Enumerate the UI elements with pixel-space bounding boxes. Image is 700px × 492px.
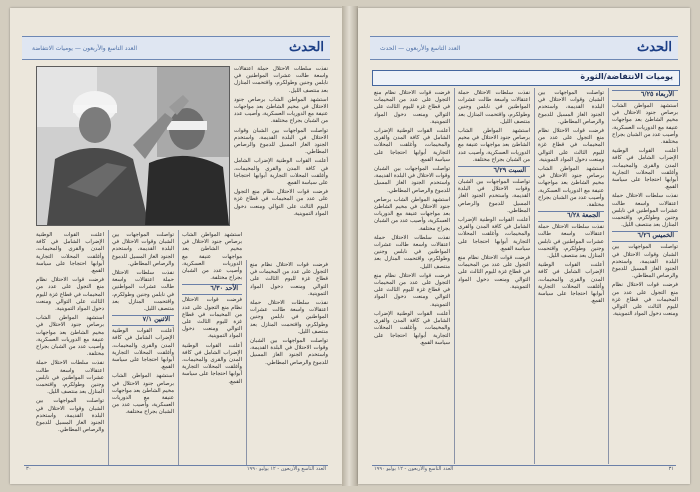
paragraph: نفذت سلطات الاحتلال حملة اعتقالات واسعة طالت عشرات المواطنين في نابلس وجنين وطولكرم، واقتحمت المنازل بعد منتصف الليل.	[612, 193, 678, 229]
paragraph: أعلنت القوات الوطنية الإضراب الشامل في كافة المدن والقرى والمخيمات، وأغلقت المحلات التجارية أبوابها احتجاجا على سياسة القمع.	[458, 217, 530, 252]
paragraph: تواصلت المواجهات بين الشبان وقوات الاحتلال في البلدة القديمة، واستخدم الجنود الغاز المسيل للدموع والرصاص المطاطي.	[458, 179, 530, 214]
paragraph: أعلنت القوات الوطنية الإضراب الشامل في كافة المدن والقرى والمخيمات، وأغلقت المحلات التجارية أبوابها احتجاجا على سياسة القمع.	[374, 310, 450, 346]
paragraph: استشهد المواطن الشاب برصاص جنود الاحتلال في مخيم الشاطئ بعد مواجهات عنيفة مع الدوريات العسكرية، وأصيب عدد من الشبان بجراح مختلفة.	[538, 166, 604, 209]
column-rule	[534, 88, 535, 464]
left-page	[10, 8, 342, 484]
day-heading: الأحد ٦/٣٠	[182, 284, 242, 295]
paragraph: فرضت قوات الاحتلال نظام منع التجول على عدد من المخيمات في قطاع غزة لليوم الثالث على التوالي ومنعت دخول المواد التموينية.	[182, 297, 242, 340]
paragraph: تواصلت المواجهات بين الشبان وقوات الاحتلال في البلدة القديمة، واستخدم الجنود الغاز المسيل للدموع والرصاص المطاطي.	[374, 166, 450, 194]
paragraph: تواصلت المواجهات بين الشبان وقوات الاحتلال في البلدة القديمة، واستخدم الجنود الغاز المسيل للدموع والرصاص المطاطي.	[234, 127, 328, 156]
paragraph: فرضت قوات الاحتلال نظام منع التجول على عدد من المخيمات في قطاع غزة لليوم الثالث على التوالي ومنعت دخول المواد التموينية.	[458, 255, 530, 290]
paragraph: استشهد المواطن الشاب برصاص جنود الاحتلال في مخيم الشاطئ بعد مواجهات عنيفة مع الدوريات العسكرية، وأصيب عدد من الشبان بجراح مختلفة.	[182, 232, 242, 282]
paragraph: تواصلت المواجهات بين الشبان وقوات الاحتلال في البلدة القديمة، واستخدم الجنود الغاز المسيل للدموع والرصاص المطاطي.	[112, 232, 174, 267]
paragraph: تواصلت المواجهات بين الشبان وقوات الاحتلال في البلدة القديمة، واستخدم الجنود الغاز المسيل للدموع والرصاص المطاطي.	[612, 244, 678, 280]
paragraph: نفذت سلطات الاحتلال حملة اعتقالات واسعة طالت عشرات المواطنين في نابلس وجنين وطولكرم، واقتحمت المنازل بعد منتصف الليل.	[36, 360, 104, 396]
day-heading: السبت ٦/٢٩	[458, 166, 530, 177]
right-footer-text: العدد التاسع والأربعون - ١٢ يوليو ١٩٩٠	[374, 466, 454, 472]
column-rule	[454, 88, 455, 464]
paragraph: أعلنت القوات الوطنية الإضراب الشامل في كافة المدن والقرى والمخيمات، وأغلقت المحلات التجارية أبوابها احتجاجا على سياسة القمع.	[36, 232, 104, 275]
paragraph: فرضت قوات الاحتلال نظام منع التجول على عدد من المخيمات في قطاع غزة لليوم الثالث على التوالي ومنعت دخول المواد التموينية.	[250, 262, 328, 297]
day-heading: الجمعة ٦/٢٨	[538, 211, 604, 222]
paragraph: أعلنت القوات الوطنية الإضراب الشامل في كافة المدن والقرى والمخيمات، وأغلقت المحلات التجارية أبوابها احتجاجا على سياسة القمع.	[234, 158, 328, 187]
paragraph: نفذت سلطات الاحتلال حملة اعتقالات واسعة طالت عشرات المواطنين في نابلس وجنين وطولكرم، واقتحمت المنازل بعد منتصف الليل.	[112, 270, 174, 313]
paragraph: فرضت قوات الاحتلال نظام منع التجول على عدد من المخيمات في قطاع غزة لليوم الثالث على التوالي ومنعت دخول المواد التموينية.	[36, 277, 104, 313]
paragraph: أعلنت القوات الوطنية الإضراب الشامل في كافة المدن والقرى والمخيمات، وأغلقت المحلات التجارية أبوابها احتجاجا على سياسة القمع.	[112, 328, 174, 371]
paragraph: فرضت قوات الاحتلال نظام منع التجول على عدد من المخيمات في قطاع غزة لليوم الثالث على التوالي ومنعت دخول المواد التموينية.	[538, 128, 604, 163]
paragraph: نفذت سلطات الاحتلال حملة اعتقالات واسعة طالت عشرات المواطنين في نابلس وجنين وطولكرم، واقتحمت المنازل بعد منتصف الليل.	[538, 224, 604, 260]
left-footer-text: العدد التاسع والأربعون - ١٢ يوليو ١٩٩٠	[246, 466, 326, 472]
column-rule	[178, 230, 179, 466]
section-title-box	[372, 70, 680, 86]
paragraph: أعلنت القوات الوطنية الإضراب الشامل في كافة المدن والقرى والمخيمات، وأغلقت المحلات التجارية أبوابها احتجاجا على سياسة القمع.	[538, 262, 604, 305]
right-col-2	[458, 90, 530, 464]
paragraph: استشهد المواطن الشاب برصاص جنود الاحتلال في مخيم الشاطئ بعد مواجهات عنيفة مع الدوريات العسكرية، وأصيب عدد من الشبان بجراح مختلفة.	[458, 128, 530, 163]
right-col-3	[538, 90, 604, 464]
paragraph: تواصلت المواجهات بين الشبان وقوات الاحتلال في البلدة القديمة، واستخدم الجنود الغاز المسيل للدموع والرصاص المطاطي.	[36, 398, 104, 434]
paragraph: تواصلت المواجهات بين الشبان وقوات الاحتلال في البلدة القديمة، واستخدم الجنود الغاز المسيل للدموع والرصاص المطاطي.	[538, 90, 604, 125]
right-footer	[372, 465, 676, 474]
right-col-4	[612, 90, 678, 464]
left-page-number: ٣٠	[26, 466, 32, 472]
paragraph: أعلنت القوات الوطنية الإضراب الشامل في كافة المدن والقرى والمخيمات، وأغلقت المحلات التجارية أبوابها احتجاجا على سياسة القمع.	[612, 148, 678, 191]
paragraph: نفذت سلطات الاحتلال حملة اعتقالات واسعة طالت عشرات المواطنين في نابلس وجنين وطولكرم، واقتحمت المنازل بعد منتصف الليل.	[374, 234, 450, 270]
right-col-1	[374, 90, 450, 464]
day-heading: الخميس ٦/٢٦	[612, 231, 678, 242]
right-logo: الحدث	[636, 40, 672, 55]
paragraph: أعلنت القوات الوطنية الإضراب الشامل في كافة المدن والقرى والمخيمات، وأغلقت المحلات التجارية أبوابها احتجاجا على سياسة القمع.	[374, 128, 450, 163]
paragraph: نفذت سلطات الاحتلال حملة اعتقالات واسعة طالت عشرات المواطنين في نابلس وجنين وطولكرم، واقتحمت المنازل بعد منتصف الليل.	[458, 90, 530, 125]
paragraph: فرضت قوات الاحتلال نظام منع التجول على عدد من المخيمات في قطاع غزة لليوم الثالث على التوالي ومنعت دخول المواد التموينية.	[612, 282, 678, 318]
paragraph: استشهد المواطن الشاب برصاص جنود الاحتلال في مخيم الشاطئ بعد مواجهات عنيفة مع الدوريات العسكرية، وأصيب عدد من الشبان بجراح مختلفة.	[36, 315, 104, 358]
paragraph: فرضت قوات الاحتلال نظام منع التجول على عدد من المخيمات في قطاع غزة لليوم الثالث على التوالي ومنعت دخول المواد التموينية.	[234, 189, 328, 217]
section-title: يوميات الانتفاضة/الثورة	[580, 72, 673, 81]
column-rule	[108, 230, 109, 466]
day-heading: الاثنين ٧/١	[112, 315, 174, 326]
paragraph: استشهد المواطن الشاب برصاص جنود الاحتلال في مخيم الشاطئ بعد مواجهات عنيفة مع الدوريات العسكرية، وأصيب عدد من الشبان بجراح مختلفة.	[612, 103, 678, 146]
paragraph: نفذت سلطات الاحتلال حملة اعتقالات واسعة طالت عشرات المواطنين في نابلس وجنين وطولكرم، واقتحمت المنازل بعد منتصف الليل.	[234, 66, 328, 94]
left-footer	[24, 465, 328, 474]
left-logo: الحدث	[288, 40, 324, 55]
right-running-head: العدد التاسع والأربعون — الحدث	[380, 45, 461, 52]
paragraph: أعلنت القوات الوطنية الإضراب الشامل في كافة المدن والقرى والمخيمات، وأغلقت المحلات التجارية أبوابها احتجاجا على سياسة القمع.	[182, 342, 242, 385]
left-running-head: العدد التاسع والأربعون — يوميات الانتفاضة	[32, 45, 138, 52]
paragraph: استشهد المواطن الشاب برصاص جنود الاحتلال في مخيم الشاطئ بعد مواجهات عنيفة مع الدوريات العسكرية، وأصيب عدد من الشبان بجراح مختلفة.	[112, 373, 174, 416]
paragraph: استشهد المواطن الشاب برصاص جنود الاحتلال في مخيم الشاطئ بعد مواجهات عنيفة مع الدوريات العسكرية، وأصيب عدد من الشبان بجراح مختلفة.	[374, 196, 450, 232]
left-col-1	[36, 232, 104, 464]
right-page	[358, 8, 690, 484]
right-page-number: ٣١	[668, 466, 674, 472]
center-gutter	[342, 6, 358, 486]
left-col-text-top	[234, 66, 328, 256]
day-heading: الأربعاء ٦/٢٥	[612, 90, 678, 101]
paragraph: نفذت سلطات الاحتلال حملة اعتقالات واسعة طالت عشرات المواطنين في نابلس وجنين وطولكرم، واقتحمت المنازل بعد منتصف الليل.	[250, 300, 328, 335]
column-rule	[246, 260, 247, 466]
paragraph: فرضت قوات الاحتلال نظام منع التجول على عدد من المخيمات في قطاع غزة لليوم الثالث على التوالي ومنعت دخول المواد التموينية.	[374, 90, 450, 125]
paragraph: استشهد المواطن الشاب برصاص جنود الاحتلال في مخيم الشاطئ بعد مواجهات عنيفة مع الدوريات العسكرية، وأصيب عدد من الشبان بجراح مختلفة.	[234, 96, 328, 125]
column-rule	[608, 88, 609, 464]
left-col-3	[182, 232, 242, 464]
photo	[36, 66, 230, 226]
left-col-4	[250, 262, 328, 464]
left-col-2	[112, 232, 174, 464]
paragraph: فرضت قوات الاحتلال نظام منع التجول على عدد من المخيمات في قطاع غزة لليوم الثالث على التوالي ومنعت دخول المواد التموينية.	[374, 272, 450, 308]
photo-illustration	[37, 67, 229, 225]
paragraph: تواصلت المواجهات بين الشبان وقوات الاحتلال في البلدة القديمة، واستخدم الجنود الغاز المسيل للدموع والرصاص المطاطي.	[250, 338, 328, 366]
